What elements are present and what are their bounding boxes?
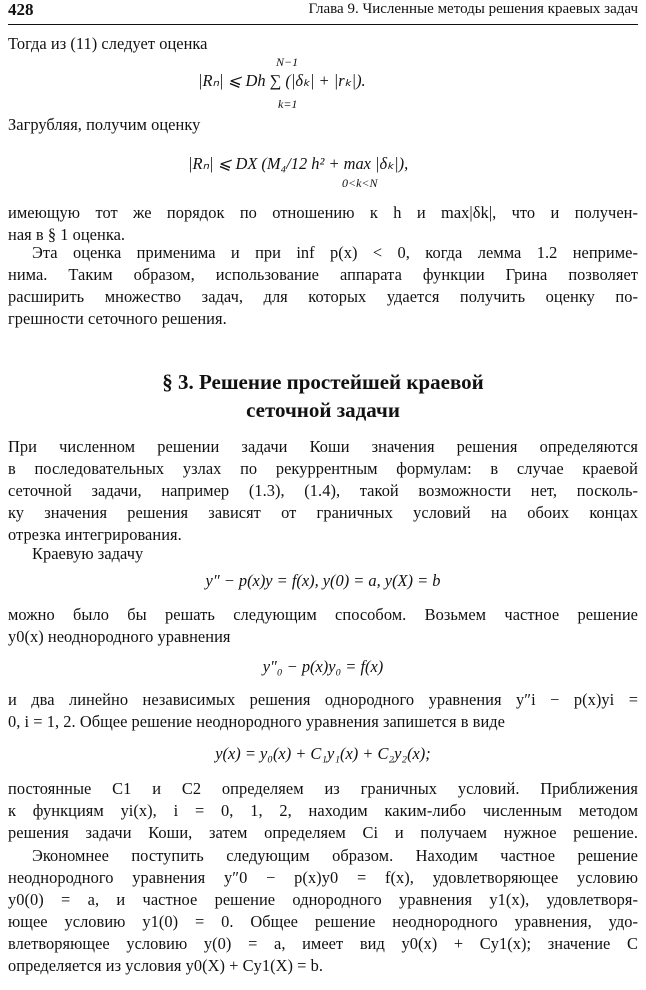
paragraph-line: ющее условию y1(0) = 0. Общее решение неоднородного уравнения, удо- bbox=[8, 912, 638, 931]
sum-upper-limit: N−1 bbox=[276, 55, 299, 69]
paragraph-line: При численном решении задачи Коши значения решения определяются bbox=[8, 437, 638, 456]
paragraph-line: Тогда из (11) следует оценка bbox=[8, 34, 208, 53]
paragraph-line: грешности сеточного решения. bbox=[8, 309, 227, 328]
running-title: Глава 9. Численные методы решения краевых задач bbox=[308, 1, 638, 17]
paragraph-line: в последовательных узлах по рекуррентным формулам: в случае краевой bbox=[8, 459, 638, 478]
paragraph-line: Загрубляя, получим оценку bbox=[8, 115, 201, 134]
paragraph-line: y0(x) неоднородного уравнения bbox=[8, 627, 231, 646]
paragraph-line: неоднородного уравнения y″0 − p(x)y0 = f(x), удовлетворяющее условию bbox=[8, 868, 638, 887]
paragraph-line: ная в § 1 оценка. bbox=[8, 225, 126, 244]
formula-boundary-problem: y″ − p(x)y = f(x), y(0) = a, y(X) = b bbox=[205, 571, 441, 590]
paragraph-line: расширить множество задач, для которых удается получить оценку по- bbox=[8, 287, 638, 306]
book-page bbox=[8, 0, 638, 990]
formula-estimate-2 bbox=[8, 140, 638, 192]
max-subscript: 0<k<N bbox=[342, 176, 378, 190]
paragraph-line: постоянные C1 и C2 определяем из граничных условий. Приближения bbox=[8, 779, 638, 798]
formula-general-solution: y(x) = y₀(x) + C₁y₁(x) + C₂y₂(x); bbox=[215, 744, 431, 763]
section-title-line-2: сеточной задачи bbox=[246, 398, 400, 422]
paragraph-line: 0, i = 1, 2. Общее решение неоднородного уравнения запишется в виде bbox=[8, 712, 505, 731]
paragraph-line: к функциям yi(x), i = 0, 1, 2, находим каким-либо численным методом bbox=[8, 801, 638, 820]
paragraph-line: и два линейно независимых решения однородного уравнения y″i − p(x)yi = bbox=[8, 690, 638, 709]
paragraph-line: ку значения решения зависят от граничных условий на обоих концах bbox=[8, 503, 638, 522]
formula-text: |Rₙ| ⩽ Dh ∑ (|δₖ| + |rₖ|). bbox=[198, 71, 366, 90]
paragraph-line: определяется из условия y0(X) + Cy1(X) = b. bbox=[8, 956, 323, 975]
paragraph-line: решения задачи Коши, затем определяем Ci и получаем нужное решение. bbox=[8, 823, 638, 842]
paragraph-line: нима. Таким образом, использование аппарата функции Грина позволяет bbox=[8, 265, 638, 284]
paragraph-line: Экономнее поступить следующим образом. Находим частное решение bbox=[32, 846, 638, 865]
formula-inhomogeneous: y″₀ − p(x)y₀ = f(x) bbox=[262, 657, 384, 676]
page-number: 428 bbox=[8, 0, 34, 19]
paragraph-line: Краевую задачу bbox=[32, 544, 144, 563]
paragraph-line: можно было бы решать следующим способом. Возьмем частное решение bbox=[8, 605, 638, 624]
paragraph-line: сеточной задачи, например (1.3), (1.4), такой возможности нет, посколь- bbox=[8, 481, 638, 500]
formula-estimate-1 bbox=[8, 54, 638, 116]
paragraph-line: влетворяющее условию y(0) = a, имеет вид y0(x) + Cy1(x); значение C bbox=[8, 934, 638, 953]
page-header bbox=[8, 0, 638, 25]
formula-text: |Rₙ| ⩽ DX (M₄/12 h² + max |δₖ|), bbox=[188, 154, 409, 173]
paragraph-line: Эта оценка применима и при inf p(x) < 0, когда лемма 1.2 неприме- bbox=[32, 243, 638, 262]
sum-lower-limit: k=1 bbox=[278, 97, 298, 111]
paragraph-line: отрезка интегрирования. bbox=[8, 525, 182, 544]
paragraph-line: y0(0) = a, и частное решение однородного уравнения y1(x), удовлетворя- bbox=[8, 890, 638, 909]
paragraph-line: имеющую тот же порядок по отношению к h и max|δk|, что и получен- bbox=[8, 203, 638, 222]
section-title-line-1: § 3. Решение простейшей краевой bbox=[162, 370, 484, 394]
